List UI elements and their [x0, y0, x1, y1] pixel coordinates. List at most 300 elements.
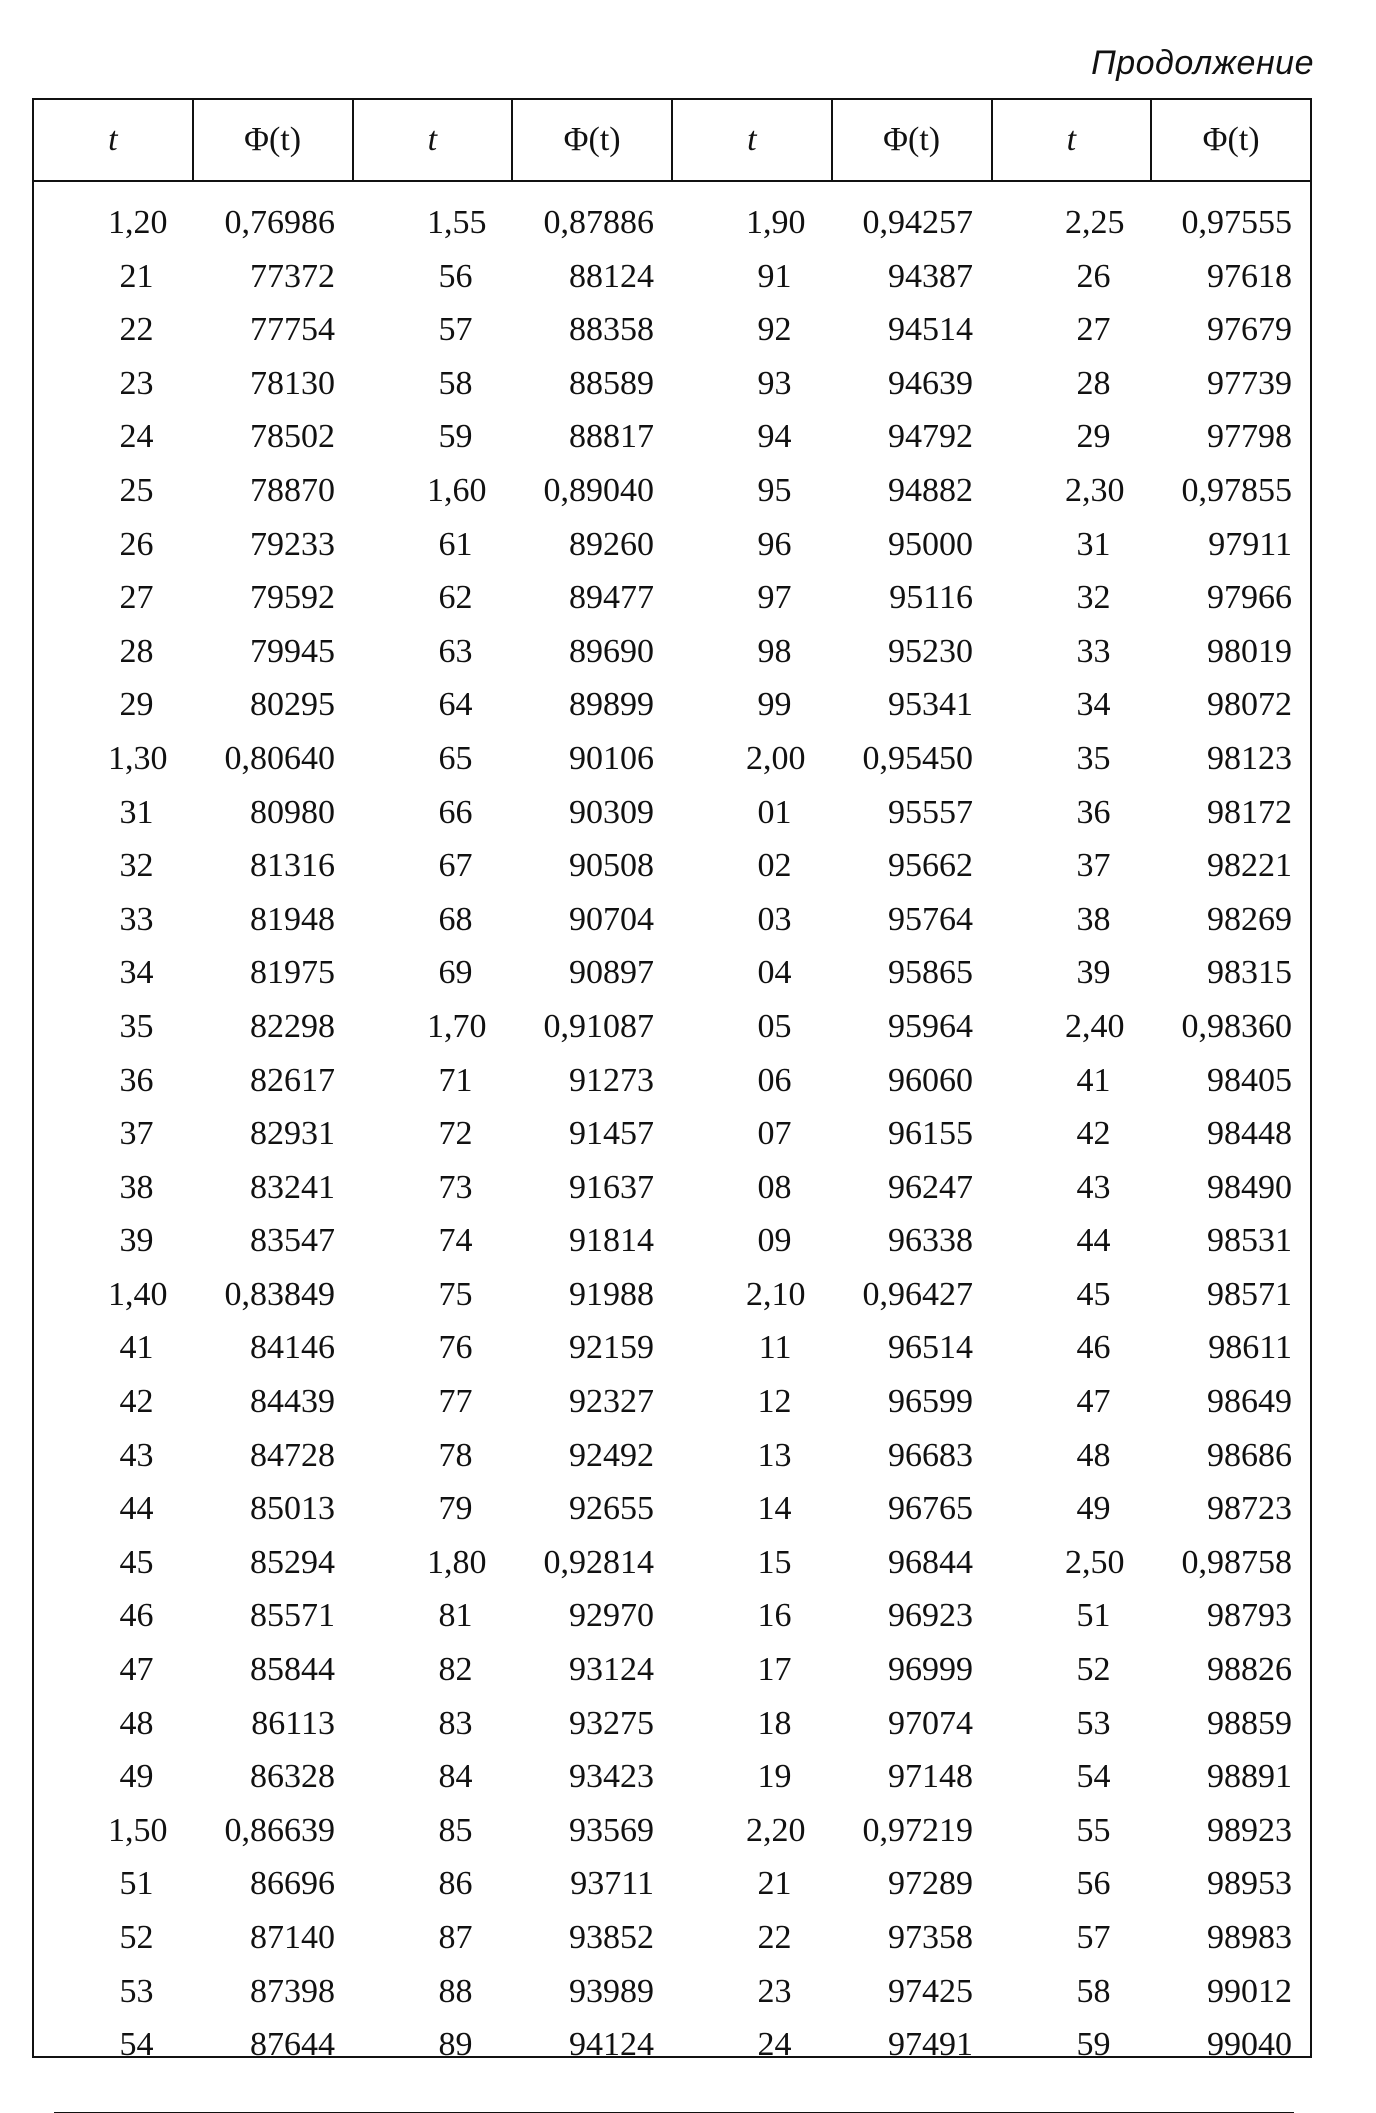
phi-cell: 83241 — [250, 1168, 335, 1206]
phi-cell: 96844 — [888, 1543, 973, 1581]
phi-cell: 90106 — [569, 739, 654, 777]
phi-cell: 93275 — [569, 1704, 654, 1742]
t-cell: 47 — [1076, 1383, 1111, 1421]
t-cell: 45 — [119, 1543, 154, 1581]
phi-cell: 88817 — [569, 418, 654, 456]
t-cell: 62 — [438, 579, 473, 617]
t-cell: 42 — [1076, 1115, 1111, 1153]
phi-cell: 0,89040 — [543, 471, 654, 509]
t-cell: 1,30 — [108, 739, 168, 777]
t-cell: 53 — [119, 1972, 154, 2010]
phi-cell: 98269 — [1207, 900, 1292, 938]
phi-cell: 94514 — [888, 311, 973, 349]
t-cell: 94 — [757, 418, 792, 456]
phi-cell: 0,97555 — [1181, 204, 1292, 241]
header-t-2: t — [354, 100, 514, 180]
phi-cell: 92159 — [569, 1329, 654, 1367]
phi-cell: 0,92814 — [543, 1543, 654, 1581]
table-body — [34, 196, 1310, 2072]
t-column-3 — [672, 196, 832, 2072]
t-cell: 39 — [119, 1222, 154, 1260]
t-cell: 84 — [438, 1758, 473, 1796]
phi-cell: 98571 — [1207, 1275, 1292, 1313]
t-cell: 43 — [1076, 1168, 1111, 1206]
phi-cell: 78870 — [250, 471, 335, 509]
phi-cell: 79945 — [250, 632, 335, 670]
t-cell: 86 — [438, 1865, 473, 1903]
phi-cell: 98649 — [1207, 1383, 1292, 1421]
t-cell: 1,20 — [108, 204, 168, 241]
phi-cell: 87398 — [250, 1972, 335, 2010]
header-t-3: t — [673, 100, 833, 180]
t-cell: 33 — [1076, 632, 1111, 670]
t-cell: 97 — [757, 579, 792, 617]
t-cell: 72 — [438, 1115, 473, 1153]
t-cell: 13 — [757, 1436, 792, 1474]
phi-cell: 90704 — [569, 900, 654, 938]
t-cell: 11 — [758, 1329, 792, 1367]
phi-cell: 79233 — [250, 525, 335, 563]
t-cell: 75 — [438, 1275, 473, 1313]
phi-cell: 93852 — [569, 1919, 654, 1956]
t-cell: 08 — [757, 1168, 792, 1206]
phi-cell: 98221 — [1207, 847, 1292, 885]
phi-cell: 91988 — [569, 1275, 654, 1313]
phi-cell: 95764 — [888, 900, 973, 938]
phi-cell: 96247 — [888, 1168, 973, 1206]
phi-cell: 98490 — [1207, 1168, 1292, 1206]
t-cell: 88 — [438, 1972, 473, 2010]
t-cell: 28 — [1076, 364, 1111, 402]
phi-cell: 0,96427 — [862, 1275, 973, 1313]
phi-cell: 97358 — [888, 1919, 973, 1956]
header-phi-1: Φ(t) — [194, 100, 354, 180]
t-cell: 1,40 — [108, 1275, 168, 1313]
phi-cell: 95865 — [888, 954, 973, 992]
phi-cell: 0,86639 — [224, 1811, 335, 1849]
phi-cell: 97911 — [1208, 525, 1292, 563]
phi-cell: 77372 — [250, 257, 335, 295]
t-cell: 27 — [119, 579, 154, 617]
phi-cell: 98531 — [1207, 1222, 1292, 1260]
t-column-4 — [991, 196, 1151, 2072]
t-cell: 42 — [119, 1383, 154, 1421]
phi-cell: 82298 — [250, 1007, 335, 1045]
t-cell: 19 — [757, 1758, 792, 1796]
phi-cell: 0,94257 — [862, 204, 973, 241]
t-cell: 07 — [757, 1115, 792, 1153]
phi-cell: 86113 — [251, 1704, 335, 1742]
t-cell: 56 — [1076, 1865, 1111, 1903]
phi-cell: 91814 — [569, 1222, 654, 1260]
t-cell: 43 — [119, 1436, 154, 1474]
phi-cell: 91457 — [569, 1115, 654, 1153]
t-cell: 24 — [757, 2026, 792, 2064]
t-cell: 04 — [757, 954, 792, 992]
t-cell: 61 — [438, 525, 473, 563]
t-cell: 92 — [757, 311, 792, 349]
phi-cell: 93711 — [570, 1865, 654, 1903]
phi-cell: 82617 — [250, 1061, 335, 1099]
t-cell: 65 — [438, 739, 473, 777]
t-cell: 2,50 — [1065, 1543, 1125, 1581]
phi-cell: 97491 — [888, 2026, 973, 2064]
phi-cell: 81316 — [250, 847, 335, 885]
phi-cell: 0,95450 — [862, 739, 973, 777]
t-cell: 87 — [438, 1919, 473, 1956]
phi-cell: 98019 — [1207, 632, 1292, 670]
phi-cell: 97798 — [1207, 418, 1292, 456]
t-cell: 48 — [1076, 1436, 1111, 1474]
t-cell: 22 — [119, 311, 154, 349]
t-cell: 26 — [1076, 257, 1111, 295]
t-cell: 58 — [438, 364, 473, 402]
phi-cell: 95116 — [889, 579, 973, 617]
phi-cell: 94882 — [888, 471, 973, 509]
phi-cell: 81975 — [250, 954, 335, 992]
t-cell: 1,50 — [108, 1811, 168, 1849]
phi-cell: 96514 — [888, 1329, 973, 1367]
phi-cell: 86696 — [250, 1865, 335, 1903]
phi-cell: 98953 — [1207, 1865, 1292, 1903]
phi-cell: 98923 — [1207, 1811, 1292, 1849]
t-cell: 67 — [438, 847, 473, 885]
t-cell: 49 — [119, 1758, 154, 1796]
phi-cell: 89899 — [569, 686, 654, 724]
t-cell: 21 — [119, 257, 154, 295]
phi-cell: 97618 — [1207, 257, 1292, 295]
t-cell: 85 — [438, 1811, 473, 1849]
t-cell: 48 — [119, 1704, 154, 1742]
t-cell: 06 — [757, 1061, 792, 1099]
t-cell: 2,30 — [1065, 471, 1125, 509]
t-cell: 78 — [438, 1436, 473, 1474]
phi-cell: 98315 — [1207, 954, 1292, 992]
phi-cell: 98405 — [1207, 1061, 1292, 1099]
phi-cell: 96765 — [888, 1490, 973, 1528]
t-cell: 57 — [438, 311, 473, 349]
continued-label: Продолжение — [1091, 44, 1314, 82]
phi-cell: 98172 — [1207, 793, 1292, 831]
phi-cell: 96999 — [888, 1651, 973, 1689]
phi-cell: 92492 — [569, 1436, 654, 1474]
phi-column-1 — [194, 196, 354, 2072]
t-cell: 01 — [757, 793, 792, 831]
t-cell: 69 — [438, 954, 473, 992]
t-cell: 64 — [438, 686, 473, 724]
table-header-row — [34, 100, 1310, 182]
t-cell: 2,40 — [1065, 1007, 1125, 1045]
phi-cell: 92327 — [569, 1383, 654, 1421]
t-cell: 1,60 — [427, 471, 487, 509]
t-cell: 53 — [1076, 1704, 1111, 1742]
t-cell: 1,90 — [746, 204, 806, 241]
phi-cell: 91637 — [569, 1168, 654, 1206]
phi-cell: 98123 — [1207, 739, 1292, 777]
phi-cell: 89690 — [569, 632, 654, 670]
t-cell: 68 — [438, 900, 473, 938]
phi-cell: 0,97219 — [862, 1811, 973, 1849]
t-cell: 82 — [438, 1651, 473, 1689]
t-cell: 39 — [1076, 954, 1111, 992]
t-cell: 18 — [757, 1704, 792, 1742]
phi-cell: 84146 — [250, 1329, 335, 1367]
t-cell: 57 — [1076, 1919, 1111, 1956]
t-cell: 52 — [1076, 1651, 1111, 1689]
phi-cell: 0,80640 — [224, 739, 335, 777]
phi-cell: 80295 — [250, 686, 335, 724]
phi-cell: 98891 — [1207, 1758, 1292, 1796]
phi-cell: 96683 — [888, 1436, 973, 1474]
t-cell: 83 — [438, 1704, 473, 1742]
t-cell: 2,20 — [746, 1811, 806, 1849]
phi-cell: 94792 — [888, 418, 973, 456]
t-column-2 — [353, 196, 513, 2072]
t-cell: 76 — [438, 1329, 473, 1367]
phi-cell: 97074 — [888, 1704, 973, 1742]
t-cell: 36 — [119, 1061, 154, 1099]
phi-cell: 98859 — [1207, 1704, 1292, 1742]
t-cell: 81 — [438, 1597, 473, 1635]
t-cell: 1,80 — [427, 1543, 487, 1581]
t-cell: 05 — [757, 1007, 792, 1045]
phi-cell: 98983 — [1207, 1919, 1292, 1956]
phi-cell: 98611 — [1208, 1329, 1292, 1367]
t-cell: 37 — [1076, 847, 1111, 885]
phi-cell: 90309 — [569, 793, 654, 831]
phi-cell: 88124 — [569, 257, 654, 295]
phi-cell: 98723 — [1207, 1490, 1292, 1528]
phi-column-4 — [1151, 196, 1311, 2072]
t-cell: 25 — [119, 471, 154, 509]
t-cell: 21 — [757, 1865, 792, 1903]
t-cell: 38 — [119, 1168, 154, 1206]
t-cell: 93 — [757, 364, 792, 402]
t-cell: 59 — [438, 418, 473, 456]
phi-cell: 95557 — [888, 793, 973, 831]
t-cell: 95 — [757, 471, 792, 509]
t-cell: 35 — [119, 1007, 154, 1045]
phi-cell: 96599 — [888, 1383, 973, 1421]
phi-cell: 89477 — [569, 579, 654, 617]
header-t-1: t — [34, 100, 194, 180]
t-cell: 98 — [757, 632, 792, 670]
phi-cell: 94639 — [888, 364, 973, 402]
t-cell: 23 — [757, 1972, 792, 2010]
phi-cell: 93989 — [569, 1972, 654, 2010]
phi-cell: 79592 — [250, 579, 335, 617]
t-cell: 46 — [119, 1597, 154, 1635]
t-cell: 26 — [119, 525, 154, 563]
t-cell: 33 — [119, 900, 154, 938]
phi-cell: 85294 — [250, 1543, 335, 1581]
t-cell: 28 — [119, 632, 154, 670]
t-cell: 77 — [438, 1383, 473, 1421]
t-cell: 56 — [438, 257, 473, 295]
header-phi-2: Φ(t) — [513, 100, 673, 180]
header-phi-3: Φ(t) — [833, 100, 993, 180]
phi-cell: 87140 — [250, 1919, 335, 1956]
t-cell: 41 — [1076, 1061, 1111, 1099]
t-cell: 96 — [757, 525, 792, 563]
t-cell: 02 — [757, 847, 792, 885]
phi-cell: 88358 — [569, 311, 654, 349]
phi-cell: 78130 — [250, 364, 335, 402]
phi-cell: 95662 — [888, 847, 973, 885]
phi-cell: 0,98758 — [1181, 1543, 1292, 1581]
t-cell: 44 — [119, 1490, 154, 1528]
t-cell: 58 — [1076, 1972, 1111, 2010]
phi-cell: 98826 — [1207, 1651, 1292, 1689]
phi-cell: 98686 — [1207, 1436, 1292, 1474]
phi-cell: 81948 — [250, 900, 335, 938]
phi-cell: 93569 — [569, 1811, 654, 1849]
t-cell: 46 — [1076, 1329, 1111, 1367]
phi-cell: 84728 — [250, 1436, 335, 1474]
phi-cell: 89260 — [569, 525, 654, 563]
phi-cell: 86328 — [250, 1758, 335, 1796]
t-cell: 31 — [1076, 525, 1111, 563]
phi-cell: 97289 — [888, 1865, 973, 1903]
phi-cell: 0,76986 — [224, 204, 335, 241]
phi-cell: 0,97855 — [1181, 471, 1292, 509]
header-t-4: t — [993, 100, 1153, 180]
t-cell: 54 — [119, 2026, 154, 2064]
phi-cell: 0,87886 — [543, 204, 654, 241]
t-cell: 37 — [119, 1115, 154, 1153]
t-cell: 2,25 — [1065, 204, 1125, 241]
phi-cell: 77754 — [250, 311, 335, 349]
phi-cell: 99012 — [1207, 1972, 1292, 2010]
t-cell: 89 — [438, 2026, 473, 2064]
phi-cell: 85571 — [250, 1597, 335, 1635]
t-cell: 17 — [757, 1651, 792, 1689]
phi-cell: 96155 — [888, 1115, 973, 1153]
t-cell: 24 — [119, 418, 154, 456]
t-cell: 79 — [438, 1490, 473, 1528]
t-cell: 55 — [1076, 1811, 1111, 1849]
phi-column-2 — [513, 196, 673, 2072]
phi-cell: 82931 — [250, 1115, 335, 1153]
phi-cell: 78502 — [250, 418, 335, 456]
phi-cell: 98793 — [1207, 1597, 1292, 1635]
t-cell: 41 — [119, 1329, 154, 1367]
phi-cell: 85013 — [250, 1490, 335, 1528]
phi-cell: 93124 — [569, 1651, 654, 1689]
phi-cell: 83547 — [250, 1222, 335, 1260]
t-cell: 29 — [119, 686, 154, 724]
t-cell: 09 — [757, 1222, 792, 1260]
phi-cell: 95964 — [888, 1007, 973, 1045]
t-cell: 45 — [1076, 1275, 1111, 1313]
phi-cell: 97425 — [888, 1972, 973, 2010]
phi-cell: 94387 — [888, 257, 973, 295]
phi-cell: 91273 — [569, 1061, 654, 1099]
t-cell: 51 — [119, 1865, 154, 1903]
t-cell: 44 — [1076, 1222, 1111, 1260]
t-cell: 31 — [119, 793, 154, 831]
phi-cell: 92970 — [569, 1597, 654, 1635]
phi-column-3 — [832, 196, 992, 2072]
t-cell: 32 — [1076, 579, 1111, 617]
t-cell: 47 — [119, 1651, 154, 1689]
phi-cell: 98448 — [1207, 1115, 1292, 1153]
phi-cell: 95230 — [888, 632, 973, 670]
phi-cell: 97739 — [1207, 364, 1292, 402]
t-cell: 32 — [119, 847, 154, 885]
t-cell: 2,00 — [746, 739, 806, 777]
t-cell: 38 — [1076, 900, 1111, 938]
phi-cell: 92655 — [569, 1490, 654, 1528]
normal-distribution-table — [32, 98, 1312, 2064]
phi-cell: 88589 — [569, 364, 654, 402]
t-cell: 99 — [757, 686, 792, 724]
t-cell: 15 — [757, 1543, 792, 1581]
t-cell: 29 — [1076, 418, 1111, 456]
t-cell: 14 — [757, 1490, 792, 1528]
phi-cell: 80980 — [250, 793, 335, 831]
phi-cell: 97148 — [888, 1758, 973, 1796]
phi-cell: 95341 — [888, 686, 973, 724]
phi-cell: 98072 — [1207, 686, 1292, 724]
t-cell: 52 — [119, 1919, 154, 1956]
phi-cell: 84439 — [250, 1383, 335, 1421]
phi-cell: 0,98360 — [1181, 1007, 1292, 1045]
t-cell: 27 — [1076, 311, 1111, 349]
t-cell: 51 — [1076, 1597, 1111, 1635]
t-cell: 23 — [119, 364, 154, 402]
t-cell: 59 — [1076, 2026, 1111, 2064]
t-column-1 — [34, 196, 194, 2072]
t-cell: 49 — [1076, 1490, 1111, 1528]
t-cell: 1,70 — [427, 1007, 487, 1045]
phi-cell: 99040 — [1207, 2026, 1292, 2064]
t-cell: 22 — [757, 1919, 792, 1956]
phi-cell: 87644 — [250, 2026, 335, 2064]
phi-cell: 0,83849 — [224, 1275, 335, 1313]
t-cell: 1,55 — [427, 204, 487, 241]
t-cell: 03 — [757, 900, 792, 938]
phi-cell: 95000 — [888, 525, 973, 563]
t-cell: 74 — [438, 1222, 473, 1260]
t-cell: 34 — [119, 954, 154, 992]
t-cell: 73 — [438, 1168, 473, 1206]
phi-cell: 96338 — [888, 1222, 973, 1260]
t-cell: 71 — [438, 1061, 473, 1099]
phi-cell: 96060 — [888, 1061, 973, 1099]
t-cell: 63 — [438, 632, 473, 670]
t-cell: 35 — [1076, 739, 1111, 777]
phi-cell: 85844 — [250, 1651, 335, 1689]
phi-cell: 97966 — [1207, 579, 1292, 617]
header-phi-4: Φ(t) — [1202, 121, 1260, 158]
t-cell: 36 — [1076, 793, 1111, 831]
t-cell: 12 — [757, 1383, 792, 1421]
t-cell: 2,10 — [746, 1275, 806, 1313]
t-cell: 54 — [1076, 1758, 1111, 1796]
phi-cell: 0,91087 — [543, 1007, 654, 1045]
phi-cell: 90897 — [569, 954, 654, 992]
t-cell: 66 — [438, 793, 473, 831]
t-cell: 16 — [757, 1597, 792, 1635]
phi-cell: 97679 — [1207, 311, 1292, 349]
t-cell: 91 — [757, 257, 792, 295]
t-cell: 34 — [1076, 686, 1111, 724]
phi-cell: 94124 — [569, 2026, 654, 2064]
phi-cell: 93423 — [569, 1758, 654, 1796]
phi-cell: 96923 — [888, 1597, 973, 1635]
phi-cell: 90508 — [569, 847, 654, 885]
